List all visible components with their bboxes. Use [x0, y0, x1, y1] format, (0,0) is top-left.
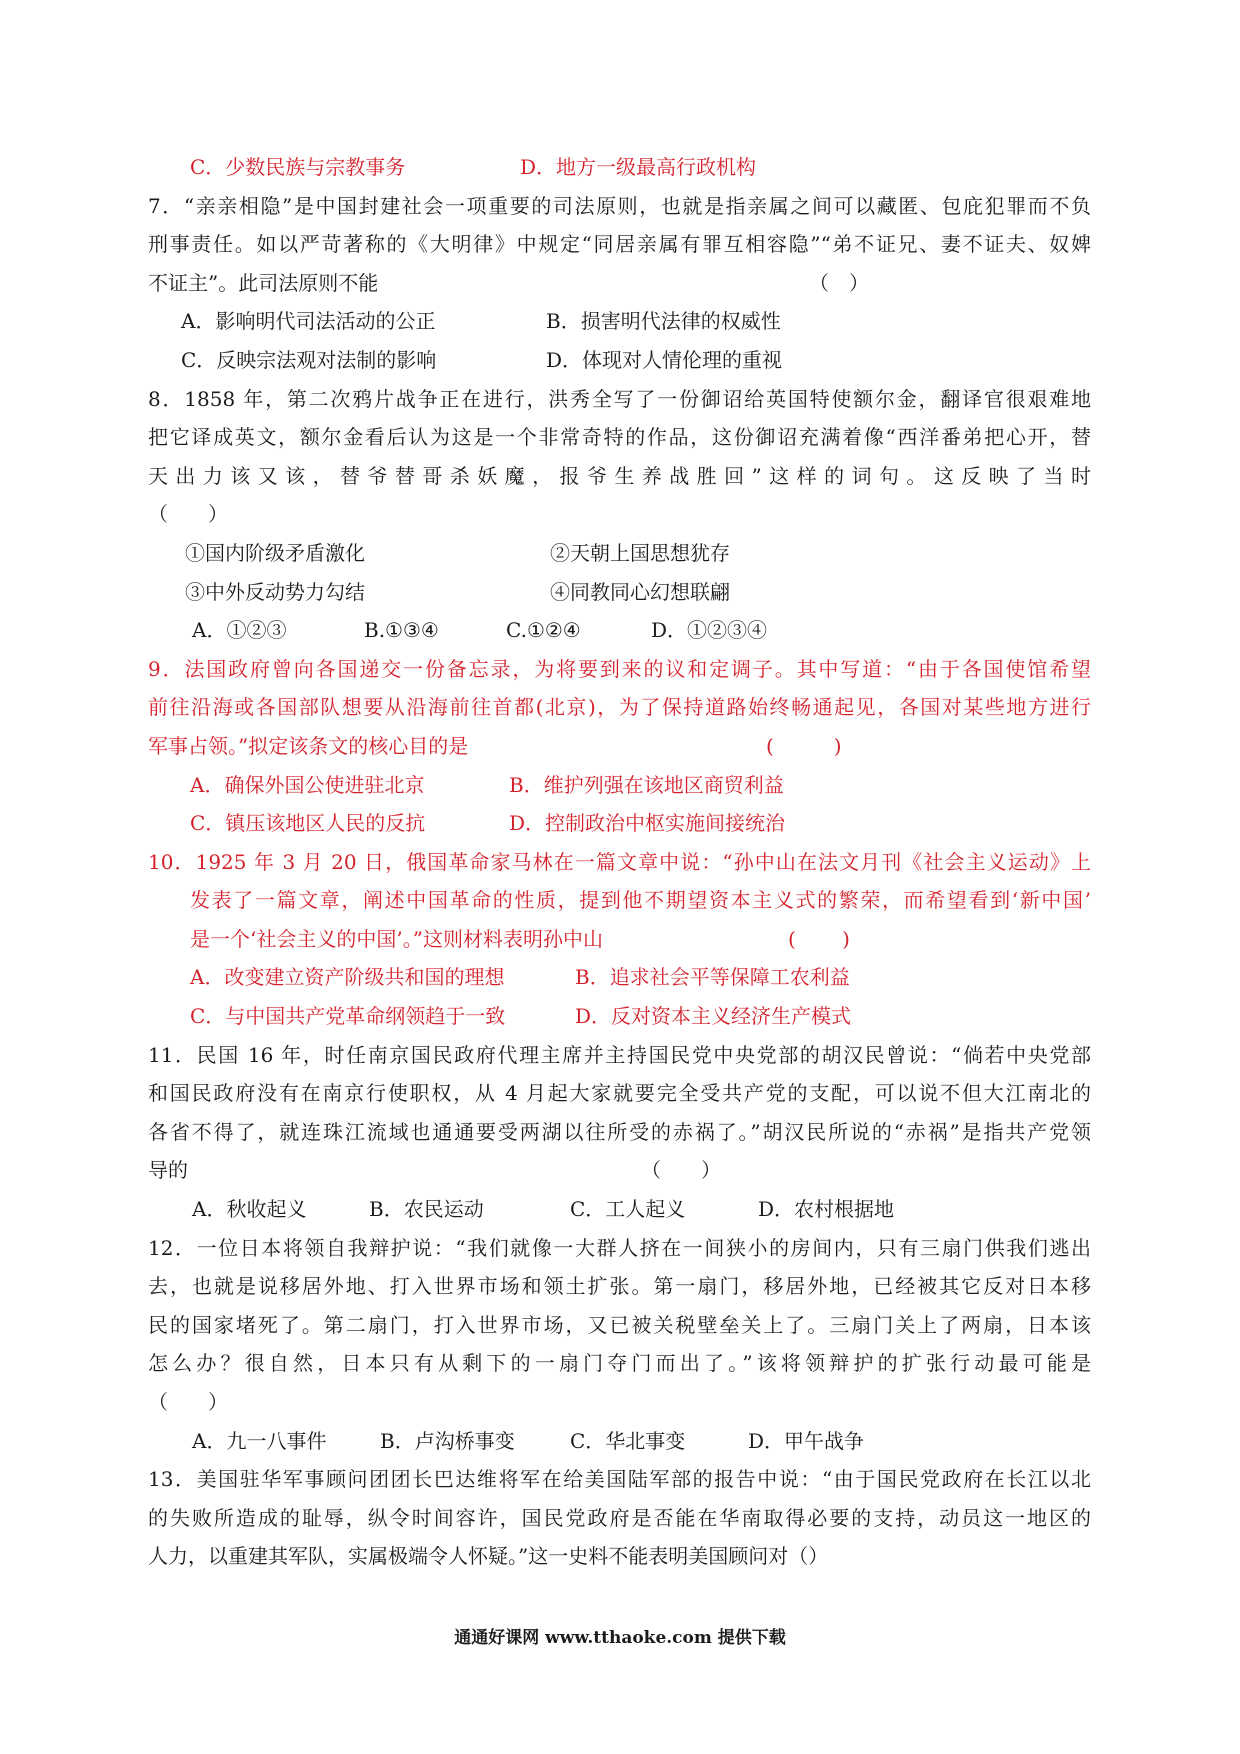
option-c: C．镇压该地区人民的反抗 — [190, 811, 426, 836]
question-stem-text: 导的 — [148, 1158, 188, 1183]
statement-row — [148, 573, 1091, 612]
question-6-options — [148, 148, 1091, 187]
statement-3: ③中外反动势力勾结 — [185, 579, 365, 604]
option-d: D．甲午战争 — [748, 1428, 865, 1453]
question-stem-line: 刑事责任。如以严苛著称的《大明律》中规定“同居亲属有罪互相容隐”“弟不证兄、妻不证夫、奴婢 — [148, 232, 1091, 257]
option-row — [148, 804, 1091, 843]
answer-bracket: （ ） — [809, 270, 869, 295]
option-b: B．追求社会平等保障工农利益 — [575, 965, 850, 990]
question-9 — [148, 650, 1091, 843]
answer-bracket: （ ） — [641, 1158, 721, 1183]
option-b: B．维护列强在该地区商贸利益 — [509, 772, 784, 797]
option-b: B．农民运动 — [369, 1197, 484, 1222]
option-row — [148, 1422, 1091, 1461]
question-stem-text: 是一个‘社会主义的中国’。”这则材料表明孙中山 — [190, 926, 603, 951]
answer-bracket: ( ) — [766, 733, 842, 758]
question-stem-line: 把它译成英文，额尔金看后认为这是一个非常奇特的作品，这份御诏充满着像“西洋番弟把心开，替 — [148, 425, 1091, 450]
question-stem-line — [148, 727, 1091, 766]
answer-bracket: ( ) — [788, 926, 850, 951]
question-stem-line: 10．1925 年 3 月 20 日，俄国革命家马林在一篇文章中说：“孙中山在法文月刊《社会主义运动》上 — [148, 849, 1091, 874]
question-stem-line: 人力，以重建其军队，实属极端令人怀疑。”这一史料不能表明美国顾问对（） — [148, 1544, 829, 1569]
option-row — [148, 302, 1091, 341]
question-stem-line: 前往沿海或各国部队想要从沿海前往首都(北京)，为了保持道路始终畅通起见，各国对某些地方进行 — [148, 695, 1091, 720]
option-d: D．农村根据地 — [758, 1197, 895, 1222]
page-footer: 通通好课网 www.tthaoke.com 提供下载 — [454, 1628, 786, 1648]
option-b: B．损害明代法律的权威性 — [546, 309, 781, 334]
option-a: A．九一八事件 — [192, 1428, 327, 1453]
question-13 — [148, 1460, 1091, 1576]
option-a: A．影响明代司法活动的公正 — [181, 309, 436, 334]
option-a: A．确保外国公使进驻北京 — [190, 772, 425, 797]
question-stem-line: 12．一位日本将领自我辩护说：“我们就像一大群人挤在一间狭小的房间内，只有三扇门供我们逃出 — [148, 1235, 1091, 1260]
question-stem-line: 各省不得了，就连珠江流域也通通要受两湖以往所受的赤祸了。”胡汉民所说的“赤祸”是指共产党领 — [148, 1119, 1091, 1144]
question-stem-text: 军事占领。”拟定该条文的核心目的是 — [148, 733, 469, 758]
question-stem-line — [190, 920, 1091, 959]
question-stem-line: 怎么办？很自然，日本只有从剩下的一扇门夺门而出了。”该将领辩护的扩张行动最可能是 — [148, 1351, 1091, 1376]
option-row — [148, 997, 1091, 1036]
option-c: C．反映宗法观对法制的影响 — [181, 347, 437, 372]
question-stem-line: 去，也就是说移居外地、打入世界市场和领土扩张。第一扇门，移居外地，已经被其它反对日本移 — [148, 1274, 1091, 1299]
option-row — [148, 341, 1091, 380]
question-stem-text: 不证主”。此司法原则不能 — [148, 270, 379, 295]
statement-2: ②天朝上国思想犹存 — [550, 540, 730, 565]
option-row — [148, 958, 1091, 997]
option-c: C．与中国共产党革命纲领趋于一致 — [190, 1004, 506, 1029]
question-7 — [148, 187, 1091, 380]
question-8 — [148, 380, 1091, 650]
statement-1: ①国内阶级矛盾激化 — [185, 540, 365, 565]
option-a: A．改变建立资产阶级共和国的理想 — [190, 965, 505, 990]
option-row — [148, 1190, 1091, 1229]
question-11 — [148, 1036, 1091, 1229]
question-stem-line: 13．美国驻华军事顾问团团长巴达维将军在给美国陆军部的报告中说：“由于国民党政府在长江以北 — [148, 1467, 1091, 1492]
option-c: C．工人起义 — [570, 1197, 686, 1222]
option-row — [148, 611, 1091, 650]
option-b: B．卢沟桥事变 — [380, 1428, 515, 1453]
question-stem-line — [148, 1151, 1091, 1190]
question-stem-line: 11．民国 16 年，时任南京国民政府代理主席并主持国民党中央党部的胡汉民曾说：“倘若中央党部 — [148, 1042, 1091, 1067]
option-row — [148, 148, 1091, 187]
answer-bracket: （ ） — [148, 1390, 228, 1414]
question-stem-line: 民的国家堵死了。第二扇门，打入世界市场，又已被关税壁垒关上了。三扇门关上了两扇，日本该 — [148, 1312, 1091, 1337]
option-a: A．秋收起义 — [192, 1197, 307, 1222]
option-d: D．反对资本主义经济生产模式 — [575, 1004, 852, 1029]
question-stem-line — [148, 264, 1091, 303]
option-b: B.①③④ — [364, 618, 439, 643]
exam-page-body — [148, 148, 1091, 1576]
option-d: D．控制政治中枢实施间接统治 — [509, 811, 786, 836]
question-stem-line: 天出力该又该，替爷替哥杀妖魔，报爷生养战胜回”这样的词句。这反映了当时 — [148, 463, 1091, 488]
option-row — [148, 766, 1091, 805]
question-stem-line: 的失败所造成的耻辱，纵令时间容许，国民党政府是否能在华南取得必要的支持，动员这一地区的 — [148, 1505, 1091, 1530]
option-a: A．①②③ — [192, 618, 287, 643]
statement-4: ④同教同心幻想联翩 — [550, 579, 730, 604]
question-10 — [148, 843, 1091, 1036]
statement-row — [148, 534, 1091, 573]
option-d: D．体现对人情伦理的重视 — [546, 347, 783, 372]
question-stem-line: 和国民政府没有在南京行使职权，从 4 月起大家就要完全受共产党的支配，可以说不但大江南北的 — [148, 1081, 1091, 1106]
option-d: D．地方一级最高行政机构 — [520, 155, 757, 179]
question-stem-line: 9．法国政府曾向各国递交一份备忘录，为将要到来的议和定调子。其中写道：“由于各国使馆希望 — [148, 656, 1091, 681]
option-c: C．少数民族与宗教事务 — [190, 155, 406, 179]
question-12 — [148, 1229, 1091, 1461]
option-c: C．华北事变 — [570, 1428, 686, 1453]
option-d: D．①②③④ — [651, 618, 768, 643]
answer-bracket: （ ） — [148, 502, 228, 527]
question-stem-line: 发表了一篇文章，阐述中国革命的性质，提到他不期望资本主义式的繁荣，而希望看到‘新中国’ — [190, 888, 1091, 913]
question-stem-line: 8．1858 年，第二次鸦片战争正在进行，洪秀全写了一份御诏给英国特使额尔金，翻译官很艰难地 — [148, 386, 1091, 411]
option-c: C.①②④ — [506, 618, 581, 643]
question-stem-line: 7．“亲亲相隐”是中国封建社会一项重要的司法原则，也就是指亲属之间可以藏匿、包庇犯罪而不负 — [148, 193, 1091, 218]
